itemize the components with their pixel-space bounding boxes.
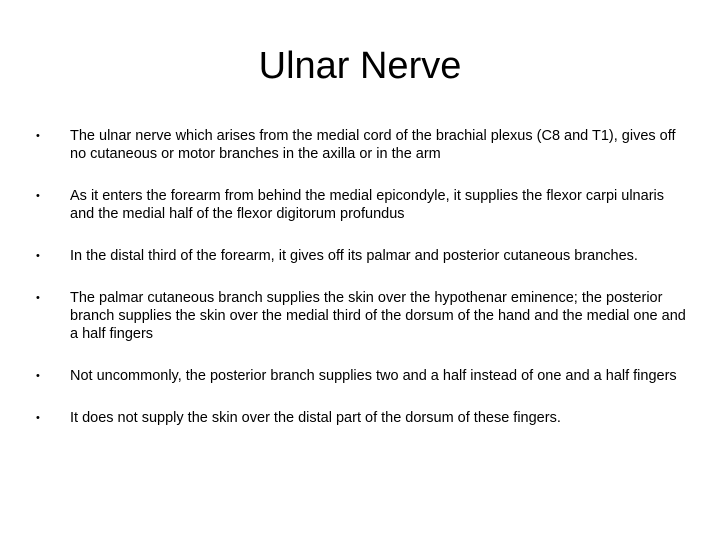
bullet-item [36,367,686,385]
bullet-dot-icon: • [36,412,40,424]
bullet-item [36,289,686,343]
bullet-text: The palmar cutaneous branch supplies the skin over the hypothenar eminence; the posterior branch supplies the skin over the medial third of the dorsum of the hand and the medial one and a half fingers [70,290,686,342]
slide-title: Ulnar Nerve [258,45,462,87]
bullet-dot-icon: • [36,370,40,382]
bullet-item [36,187,686,223]
bullet-list [36,127,686,451]
bullet-item [36,247,686,265]
bullet-text: The ulnar nerve which arises from the medial cord of the brachial plexus (C8 and T1), gives off no cutaneous or motor branches in the axilla or in the arm [70,128,676,162]
bullet-text: It does not supply the skin over the distal part of the dorsum of these fingers. [70,410,561,426]
bullet-text: Not uncommonly, the posterior branch supplies two and a half instead of one and a half fingers [70,368,677,384]
bullet-item [36,127,686,163]
bullet-dot-icon: • [36,130,40,142]
bullet-dot-icon: • [36,292,40,304]
bullet-dot-icon: • [36,250,40,262]
bullet-text: As it enters the forearm from behind the medial epicondyle, it supplies the flexor carpi ulnaris and the medial half of the flexor digitorum profundus [70,188,664,222]
bullet-item [36,409,686,427]
bullet-dot-icon: • [36,190,40,202]
bullet-text: In the distal third of the forearm, it gives off its palmar and posterior cutaneous branches. [70,248,638,264]
